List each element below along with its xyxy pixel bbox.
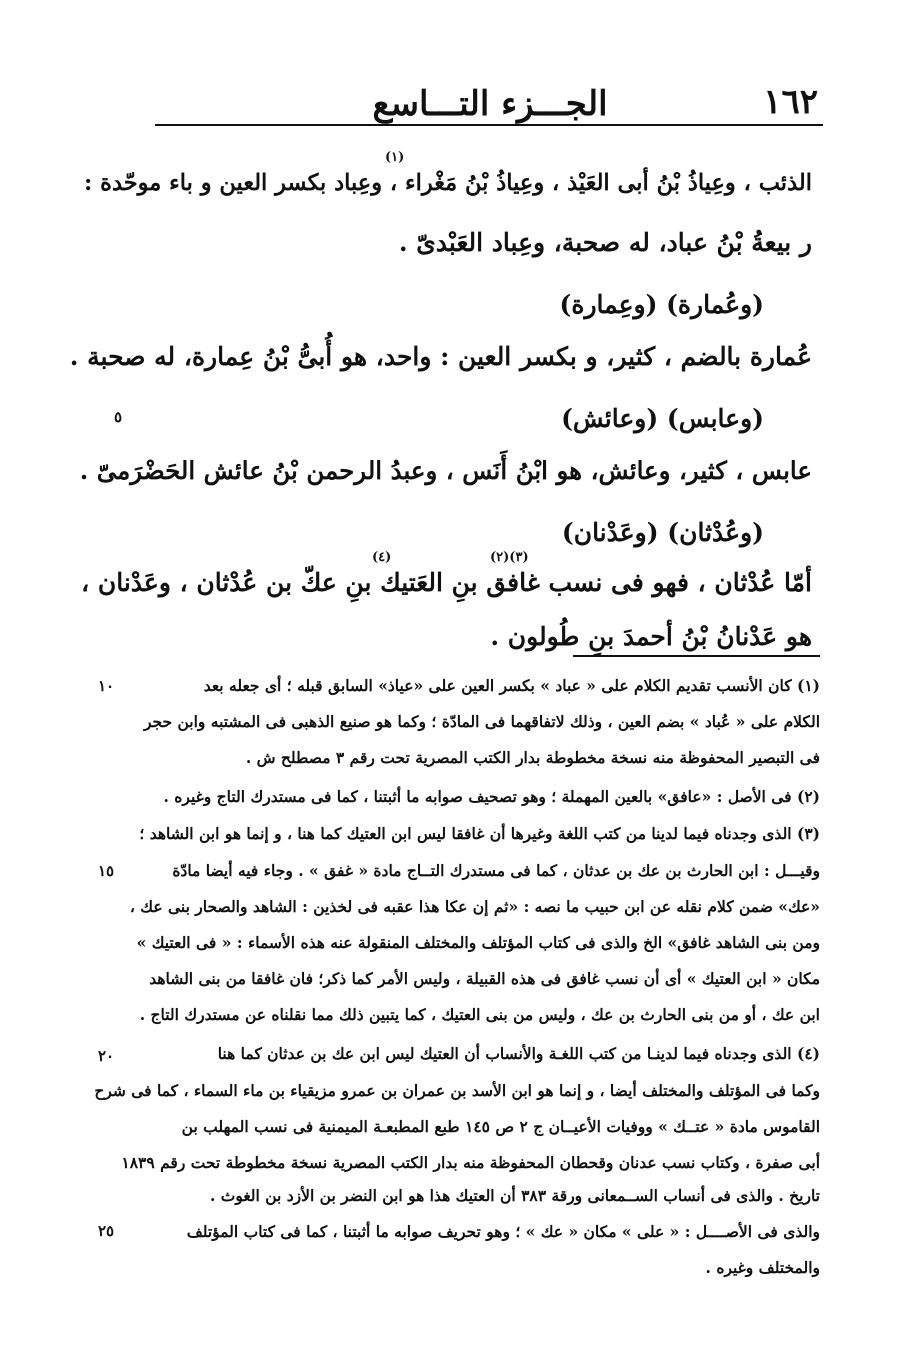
footnote-line: والذى فى الأصــــل : « على » مكان « عك » ؛ وهو تحريف صوابه ما أثبتنا ، كما فى كتاب المؤتلف xyxy=(186,1222,820,1241)
footnote-line: ومن بنى الشاهد غافق» الخ والذى فى كتاب المؤتلف والمختلف المنقولة عنه هذه الأسماء : « فى العتيك » xyxy=(136,933,820,952)
footnote-line: الكلام على « عُباد » بضم العين ، وذلك لاتفاقهما فى المادّة ؛ وكما هو صنيع الذهبى فى المشتبه وابن حجر xyxy=(143,712,820,731)
footnote-line: وكما فى المؤتلف والمختلف أيضا ، و إنما هو ابن الأسد بن عمران بن عمرو مزيقياء بن ماء السماء ، كما فى شرح xyxy=(94,1081,820,1100)
main-line: عابس ، كثير، وعائش، هو ابْنُ أَنَس ، وعبدُ الرحمن بْنُ عائش الحَضْرَمىّ . xyxy=(79,456,812,485)
footnote-separator xyxy=(573,655,820,657)
page-number: ١٦٢ xyxy=(763,82,818,122)
running-head: الجـــزء التـــاسع xyxy=(372,84,608,124)
footnote-line: (١) كان الأنسب تقديم الكلام على « عباد » بكسر العين على «عياذ» السابق قبله ؛ أى جعله بعد xyxy=(203,676,820,695)
footnote-line: فى التبصير المحفوظة منه نسخة مخطوطة بدار الكتب المصرية تحت رقم ٣ مصطلح ش . xyxy=(245,748,820,767)
footnote-line: مكان « ابن العتيك » أى أن نسب غافق فى هذه القبيلة ، وليس الأمر كما ذكر؛ فان غافقا من بنى الشاهد xyxy=(149,969,820,988)
main-line: الذئب ، وعِياذُ بْنُ أبى العَيْذ ، وعِياذُ بْنُ مَغْراء ، وعِباد بكسر العين و باء موحّدة : xyxy=(84,170,812,196)
main-line: هو عَدْنانُ بْنُ أحمدَ بنِ طُولون . xyxy=(490,622,812,651)
line-number: ٢٠ xyxy=(98,1047,115,1065)
main-line: أمّا عُدْثان ، فهو فى نسب غافق بنِ العَتيك بنِ عكّ بن عُدْثان ، وعَدْنان ، xyxy=(81,568,812,597)
entry-heading: (وعُدْثان) (وعَدْنان) xyxy=(561,518,764,547)
footnote-line: وقيـــل : ابن الحارث بن عك بن عدثان ، كما فى مستدرك التــاج مادة « غفق » . وجاء فيه أيضا مادّة xyxy=(172,861,820,880)
line-number: ١٥ xyxy=(98,862,115,880)
footnote-line: (٢) فى الأصل : «عافق» بالعين المهملة ؛ وهو تصحيف صوابه ما أثبتنا ، كما فى مستدرك التاج وغيره . xyxy=(163,787,820,806)
footnote-line: القاموس مادة « عتــك » ووفيات الأعيــان ج ٢ ص ١٤٥ طبع المطبعـة الميمنية فى نسب المهلب بن xyxy=(181,1117,820,1136)
line-number: ١٠ xyxy=(98,677,115,695)
footnote-line: تاريخ . والذى فى أنساب الســمعانى ورقة ٣٨٣ أن العتيك هذا هو ابن النضر بن الأزد بن الغوث . xyxy=(209,1186,820,1205)
main-line: ر بيعةُ بْنُ عباد، له صحبة، وعِباد العَبْدىّ . xyxy=(398,228,812,257)
footnote-line: (٣) الذى وجدناه فيما لدينا من كتب اللغة وغيرها أن غافقا ليس ابن العتيك كما هنا ، و إنما هو ابن الشاهد ؛ xyxy=(139,824,820,843)
footnote-line: «عك» ضمن كلام نقله عن ابن حبيب ما نصه : «ثم إن عكا هذا عقبه فى لخذين : الشاهد والصحار بنى عك ، xyxy=(129,897,820,916)
footnote-line: أبى صفرة ، وكتاب نسب عدنان وقحطان المحفوظة منه بدار الكتب المصرية نسخة مخطوطة تحت رقم ١٨٣٩ xyxy=(121,1153,820,1172)
header-rule xyxy=(155,124,823,126)
footnote-ref-1: (١) xyxy=(385,150,405,165)
main-line: عُمارة بالضم ، كثير، و بكسر العين : واحد، هو أُبىُّ بْنُ عِمارة، له صحبة . xyxy=(69,342,812,371)
line-number: ٢٥ xyxy=(98,1222,115,1240)
footnote-line: ابن عك ، أو من بنى الحارث بن عك ، وليس من بنى العتيك ، كما يتبين ذلك مما نقلناه عن مستدرك التاج . xyxy=(139,1005,820,1024)
entry-heading: (وعُمارة) (وعِمارة) xyxy=(559,290,764,319)
line-number: ٥ xyxy=(114,408,123,426)
footnote-ref-2-3: (٢)(٣) xyxy=(490,550,529,565)
footnote-ref-4: (٤) xyxy=(372,550,392,565)
footnote-line: والمختلف وغيره . xyxy=(705,1258,820,1277)
entry-heading: (وعابس) (وعائش) xyxy=(561,404,764,433)
footnote-line: (٤) الذى وجدناه فيما لدينـا من كتب اللغـة والأنساب أن العتيك ليس ابن عك بن عدثان كما هنا xyxy=(217,1044,820,1063)
